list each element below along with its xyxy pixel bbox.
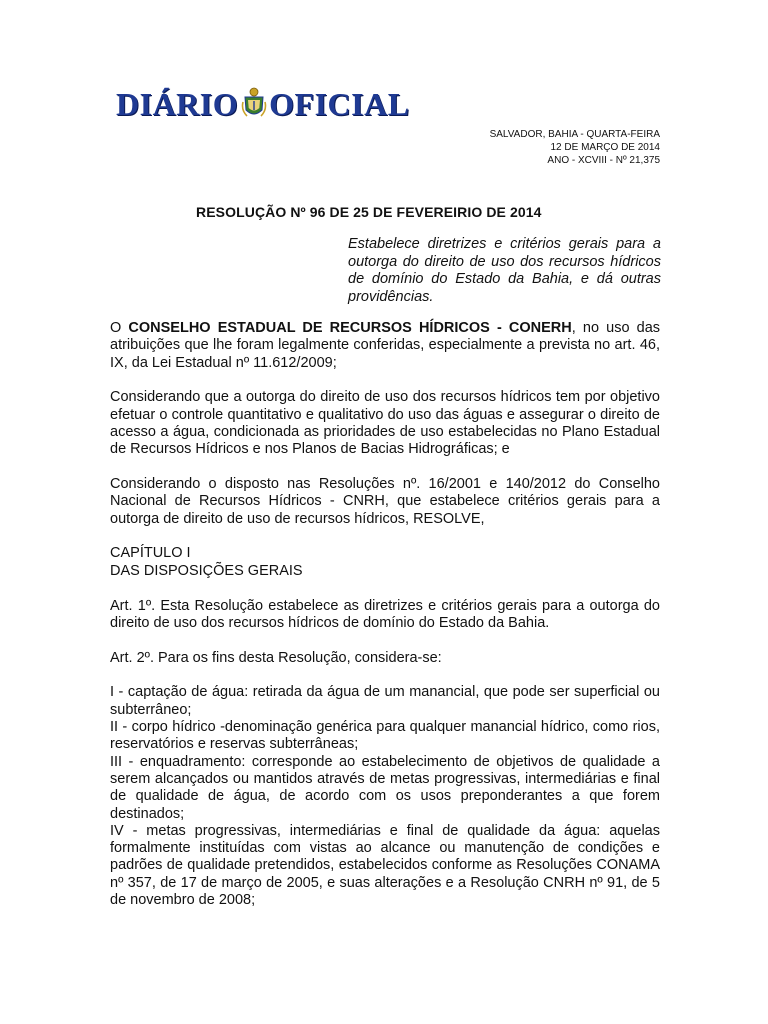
resolution-title: RESOLUÇÃO Nº 96 DE 25 DE FEVEREIRIO DE 2014 [196,204,542,220]
masthead-word-diario: DIÁRIO [116,86,239,122]
definitions-list [110,684,660,909]
chapter-heading [110,545,660,580]
preamble-prefix: O [110,320,129,336]
considerando-paragraph-2: Considerando o disposto nas Resoluções nº. 16/2001 e 140/2012 do Conselho Nacional de Recursos Hídricos - CNRH, que estabelece critérios gerais para a outorga de direito de uso de recursos hídricos, RESOLVE, [110,476,660,527]
definition-item-4: IV - metas progressivas, intermediárias e final de qualidade da água: aquelas formalmente instituídas com vistas ao alcance ou manutenção de condições e padrões de qualidade pretendidos, estabelecidos conforme as Resoluções CONAMA nº 357, de 17 de março de 2005, e suas alterações e a Resolução CNRH nº 91, de 5 de novembro de 2008; [110,822,660,909]
issue-info [490,128,660,167]
issue-number: ANO - XCVIII - Nº 21,375 [547,155,660,166]
preamble-rest: , no uso das atribuições que lhe foram legalmente conferidas, especialmente a prevista no art. 46, IX, da Lei Estadual nº 11.612/2009; [110,320,661,371]
council-name: CONSELHO ESTADUAL DE RECURSOS HÍDRICOS - CONERH [128,320,572,336]
definition-item-3: III - enquadramento: corresponde ao estabelecimento de objetivos de qualidade a serem alcançados ou mantidos através de metas progressivas, intermediárias e final de qualidade de água, de acordo com os usos preponderantes a que forem destinados; [110,753,660,822]
definition-item-1: I - captação de água: retirada da água de um manancial, que pode ser superficial ou subterrâneo; [110,684,660,718]
masthead-word-oficial: OFICIAL [269,86,410,122]
issue-place-weekday: SALVADOR, BAHIA - QUARTA-FEIRA [489,129,660,140]
issue-date: 12 DE MARÇO DE 2014 [550,142,660,153]
article-1: Art. 1º. Esta Resolução estabelece as diretrizes e critérios gerais para a outorga do direito de uso dos recursos hídricos de domínio do Estado da Bahia. [110,597,660,631]
resolution-ementa: Estabelece diretrizes e critérios gerais para a outorga do direito de uso dos recursos hídricos de domínio do Estado da Bahia, e dá outras providências. [348,236,661,305]
definition-item-2: II - corpo hídrico -denominação genérica para qualquer manancial hídrico, como rios, reservatórios e reservas subterrâneas; [110,719,660,753]
document-body [110,320,660,909]
coat-of-arms-icon [241,86,267,120]
article-2: Art. 2º. Para os fins desta Resolução, considera-se: [110,649,442,666]
preamble-paragraph [110,320,660,372]
considerando-paragraph-1: Considerando que a outorga do direito de uso dos recursos hídricos tem por objetivo efetuar o controle quantitativo e qualitativo do uso das águas e assegurar o direito de acesso a água, condicionada as prioridades de uso estabelecidas no Plano Estadual de Recursos Hídricos e nos Planos de Bacias Hidrográficas; e [110,389,660,458]
masthead [116,82,410,126]
chapter-number: CAPÍTULO I [110,545,191,562]
chapter-name: DAS DISPOSIÇÕES GERAIS [110,562,303,579]
